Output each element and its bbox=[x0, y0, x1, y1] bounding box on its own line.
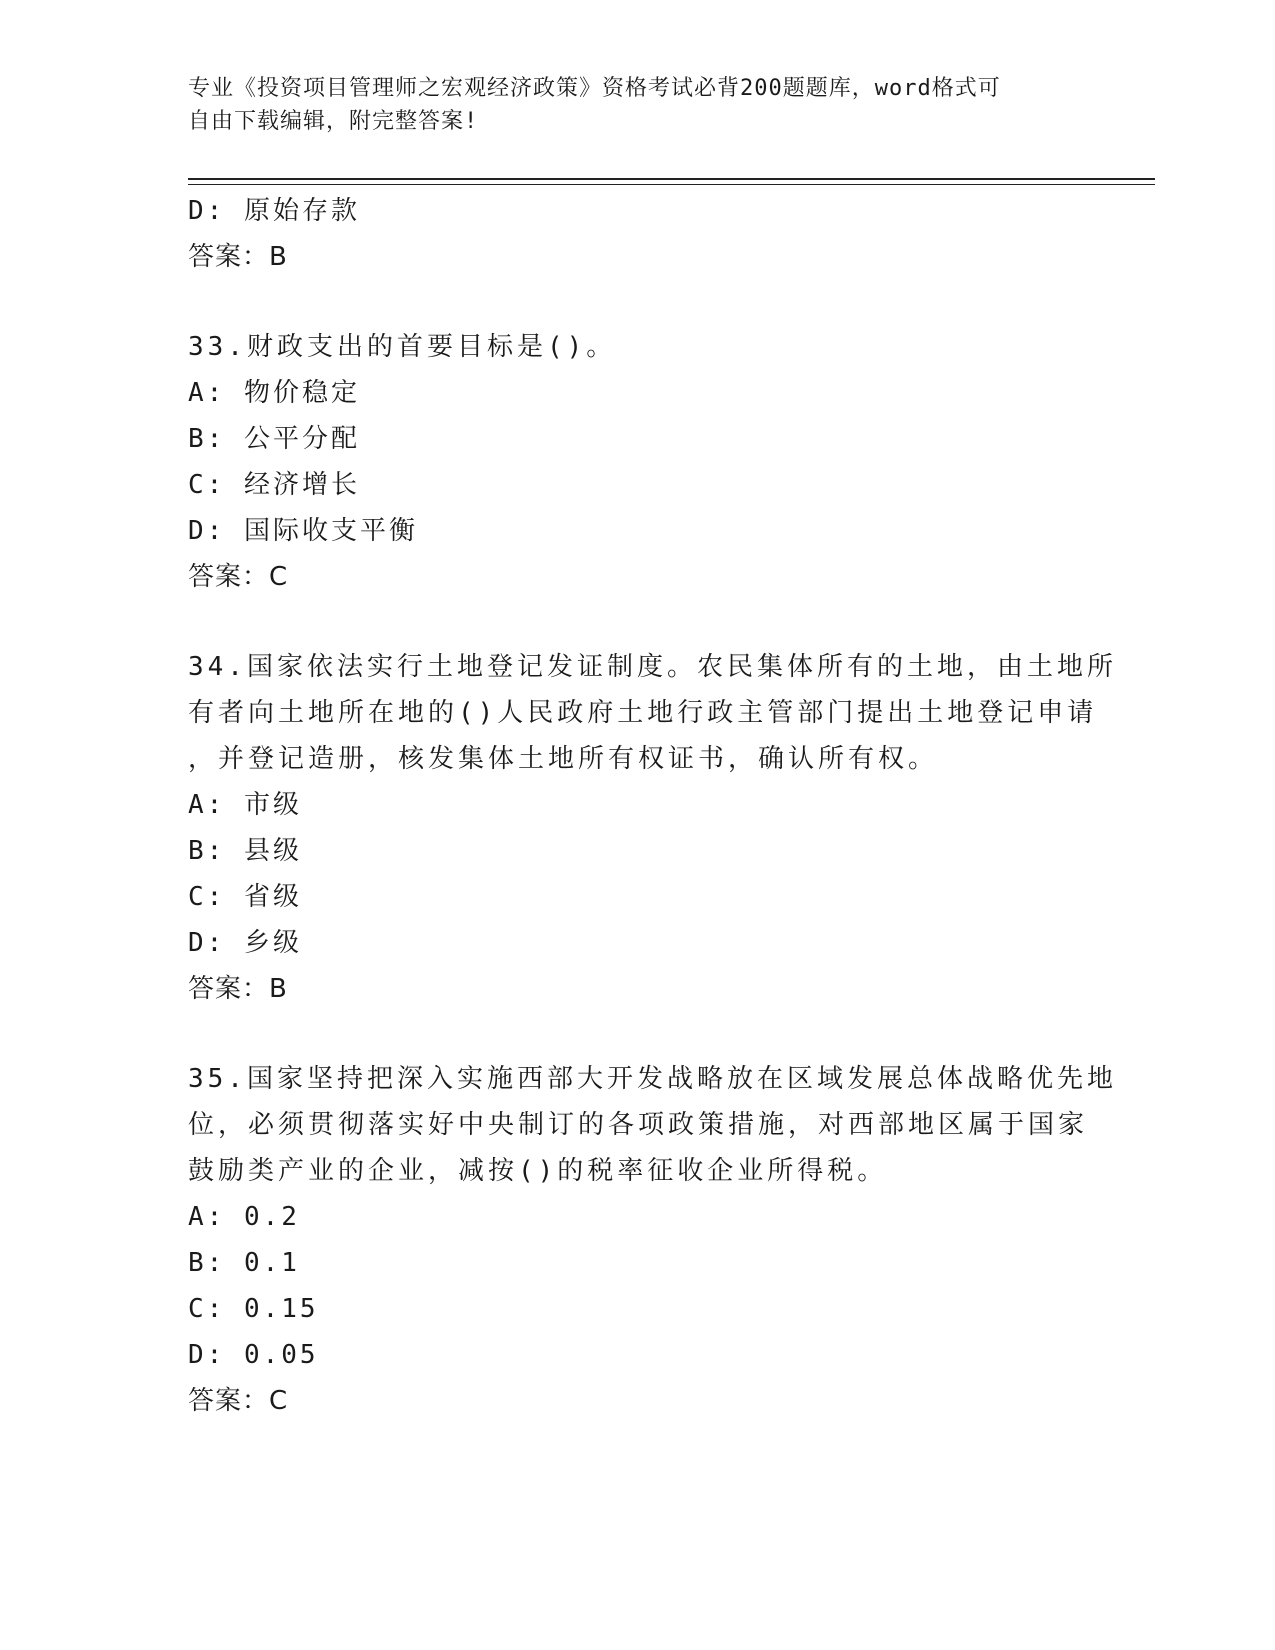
option-a: A: 0.2 bbox=[188, 1202, 300, 1232]
question-text-line-1: 34.国家依法实行土地登记发证制度。农民集体所有的土地，由土地所 bbox=[188, 652, 1117, 682]
answer-line: 答案：B bbox=[188, 242, 288, 272]
header-line-2: 自由下载编辑，附完整答案! bbox=[188, 109, 479, 134]
option-d: D: 原始存款 bbox=[188, 196, 360, 226]
question-35 bbox=[188, 1056, 1117, 1424]
document-body bbox=[188, 188, 1117, 1424]
question-text-line-3: 鼓励类产业的企业，减按()的税率征收企业所得税。 bbox=[188, 1156, 888, 1186]
option-c: C: 省级 bbox=[188, 882, 302, 912]
document-header bbox=[188, 72, 1068, 138]
spacer bbox=[188, 1012, 1088, 1056]
question-33 bbox=[188, 324, 1088, 600]
spacer bbox=[188, 600, 1088, 644]
option-c: C: 0.15 bbox=[188, 1294, 319, 1324]
answer-line: 答案：C bbox=[188, 1386, 289, 1416]
header-rule-thick bbox=[188, 178, 1155, 180]
header-rule-thin bbox=[188, 184, 1155, 185]
option-d: D: 0.05 bbox=[188, 1340, 319, 1370]
option-c: C: 经济增长 bbox=[188, 470, 360, 500]
option-b: B: 0.1 bbox=[188, 1248, 300, 1278]
header-line-1: 专业《投资项目管理师之宏观经济政策》资格考试必背200题题库，word格式可 bbox=[188, 76, 1001, 101]
spacer bbox=[188, 280, 1088, 324]
answer-line: 答案：C bbox=[188, 562, 289, 592]
option-a: A: 物价稳定 bbox=[188, 378, 360, 408]
option-d: D: 国际收支平衡 bbox=[188, 516, 418, 546]
question-34 bbox=[188, 644, 1117, 1012]
answer-line: 答案：B bbox=[188, 974, 288, 1004]
option-d: D: 乡级 bbox=[188, 928, 302, 958]
option-b: B: 公平分配 bbox=[188, 424, 360, 454]
question-text-line-3: ，并登记造册，核发集体土地所有权证书，确认所有权。 bbox=[188, 744, 939, 774]
option-b: B: 县级 bbox=[188, 836, 302, 866]
option-a: A: 市级 bbox=[188, 790, 302, 820]
question-text: 33.财政支出的首要目标是()。 bbox=[188, 332, 617, 362]
question-text-line-1: 35.国家坚持把深入实施西部大开发战略放在区域发展总体战略优先地 bbox=[188, 1064, 1117, 1094]
previous-question-tail bbox=[188, 188, 1088, 280]
question-text-line-2: 位，必须贯彻落实好中央制订的各项政策措施，对西部地区属于国家 bbox=[188, 1110, 1089, 1140]
question-text-line-2: 有者向土地所在地的()人民政府土地行政主管部门提出土地登记申请 bbox=[188, 698, 1098, 728]
